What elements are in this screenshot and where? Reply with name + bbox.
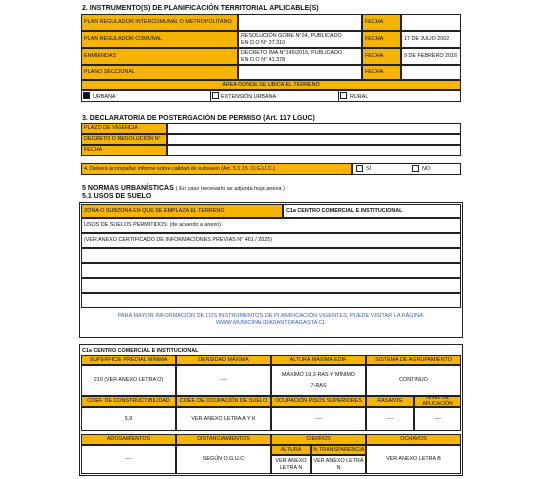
- section-3-heading: 3. DECLARATORIA DE POSTERGACIÓN DE PERMISO (Art. 117 LGUC): [82, 115, 315, 122]
- enmiendas-fecha: 9 DE FEBRERO 2016: [401, 48, 461, 65]
- plano-seccional-label: PLANO SECCIONAL: [81, 65, 238, 80]
- divider: [338, 90, 339, 102]
- cierros-transparencia-header: % TRANSPARENCIA: [311, 445, 366, 455]
- blank-row: [81, 293, 461, 308]
- plan-comunal-label: PLAN REGULADOR COMUNAL: [81, 31, 238, 48]
- fecha-label: FECHA: [362, 65, 401, 80]
- agrupamiento-value: CONTINUO: [366, 365, 461, 396]
- anexo-line: (VER ANEXO CERTIFICADO DE INFORMACIONES PREVIAS N° 461 / 2025): [81, 233, 461, 248]
- enmiendas-value: DECRETO IMA N°145/2016, PUBLICADO EN D.O N° 41.378: [238, 48, 362, 65]
- extension-urbana-checkbox[interactable]: [212, 92, 219, 99]
- pisos-superiores-value: ----: [271, 407, 366, 431]
- section-5-title: 5 NORMAS URBANÍSTICAS: [82, 185, 174, 192]
- nivel-aplicacion-header: NIVEL DE APLICACIÓN: [414, 396, 461, 407]
- section-2-heading: 2. INSTRUMENTO(S) DE PLANIFICACIÓN TERRITORIAL APLICABLE(S): [82, 5, 319, 12]
- adosamientos-value: ----: [124, 456, 133, 463]
- zona-label: ZONA O SUBZONA EN QUE SE EMPLAZA EL TERRENO: [81, 204, 283, 218]
- ocupacion-suelo-header: COEF. DE OCUPACIÓN DE SUELO: [176, 396, 271, 407]
- plano-seccional-fecha: [401, 65, 461, 80]
- fecha-s3-value: [167, 145, 461, 156]
- constructibilidad-value: 5,9: [81, 407, 176, 431]
- decreto-label: DECRETO O RESOLUCIÓN N°: [81, 134, 167, 145]
- agrupamiento-header: SISTEMA DE AGRUPAMIENTO: [366, 355, 461, 365]
- cierros-altura-value: VER ANEXO LETRA N: [271, 455, 311, 474]
- cierros-header: CIERROS: [271, 434, 366, 445]
- plan-comunal-fecha: 17 DE JULIO 2002: [401, 31, 461, 48]
- altura-value: MÁXIMO 19,2-RAS Y MÍNIMO 7-RAS: [271, 365, 366, 396]
- fecha-s3-label: FECHA: [81, 145, 167, 156]
- usos-permitidos-line: USOS DE SUELOS PERMITIDOS: (de acuerdo a anexo): [81, 218, 461, 233]
- rasante-value: ----: [366, 407, 414, 431]
- info-line: PARA MAYOR INFORMACIÓN DE LOS INSTRUMENTOS DE PLANIFICACIÓN VIGENTES, PUEDE VISITAR LA PÁGINA:: [117, 313, 425, 319]
- blank-row: [81, 278, 461, 293]
- si-label: SÍ: [366, 166, 372, 172]
- distanciamientos-header: DISTANCIAMIENTOS: [176, 434, 271, 445]
- urbana-checkbox[interactable]: [83, 92, 90, 99]
- zone-title: C1a CENTRO COMERCIAL E INSTITUCIONAL: [82, 348, 199, 354]
- si-checkbox[interactable]: [356, 165, 363, 172]
- decreto-value: [167, 134, 461, 145]
- plan-intercomunal-value: [238, 14, 362, 31]
- nivel-aplicacion-value: ----: [414, 407, 461, 431]
- subsuelo-label: 4. Deberá acompañar informe sobre calidad de subsuelo (Art. 5.1.15. O.G.U.C.): [81, 163, 352, 175]
- zona-value: C1a CENTRO COMERCIAL E INSTITUCIONAL: [283, 204, 461, 218]
- ochavos-value: VER ANEXO LETRA B: [386, 456, 441, 463]
- fecha-label: FECHA: [362, 31, 401, 48]
- distanciamientos-value: SEGÚN O.G.U.C: [202, 456, 245, 463]
- plano-seccional-value: [238, 65, 362, 80]
- cierros-transparencia-value: VER ANEXO LETRA N: [311, 455, 366, 474]
- urbana-label: URBANA: [93, 94, 116, 100]
- plan-intercomunal-label: PLAN REGULADOR INTERCOMUNAL O METROPOLITANO: [81, 14, 238, 31]
- altura-header: ALTURA MÁXIMA EDIF.: [271, 355, 366, 365]
- rural-checkbox[interactable]: [340, 92, 347, 99]
- divider: [210, 90, 211, 102]
- area-label: ÁREA DONDE SE UBICA EL TERRENO: [81, 80, 461, 90]
- enmiendas-label: ENMIENDAS: [81, 48, 238, 65]
- plazo-vigencia-label: PLAZO DE VIGENCIA: [81, 123, 167, 134]
- rural-label: RURAL: [350, 94, 369, 100]
- superficie-header: SUPERFICIE PREDIAL MÍNIMA: [81, 355, 176, 365]
- superficie-value: 210 (VER ANEXO LETRA O): [81, 365, 176, 396]
- pisos-superiores-header: OCUPACIÓN PISOS SUPERIORES: [271, 396, 366, 407]
- info-link[interactable]: WWW.MUNICIPALIDADANTOFAGASTA.CL: [215, 320, 327, 326]
- extension-urbana-label: EXTENSIÓN URBANA: [221, 94, 277, 100]
- section-5-heading: [82, 185, 285, 193]
- densidad-header: DENSIDAD MÁXIMA: [176, 355, 271, 365]
- adosamientos-header: ADOSAMIENTOS: [81, 434, 176, 445]
- no-label: NO: [422, 166, 431, 172]
- ocupacion-suelo-value: VER ANEXO LETRA A Y K: [176, 407, 271, 431]
- plazo-vigencia-value: [167, 123, 461, 134]
- section-5-note: ( En caso necesario se adjunta hoja anexa ): [175, 186, 285, 192]
- constructibilidad-header: COEF. DE CONSTRUCTIBILIDAD: [81, 396, 176, 407]
- plan-intercomunal-fecha: [401, 14, 461, 31]
- ochavos-header: OCHAVOS: [366, 434, 461, 445]
- cierros-altura-header: ALTURA: [271, 445, 311, 455]
- densidad-value: ----: [176, 365, 271, 396]
- blank-row: [81, 263, 461, 278]
- fecha-label: FECHA: [362, 14, 401, 31]
- blank-row: [81, 248, 461, 263]
- plan-comunal-value: RESOLUCIÓN GORE N°24, PUBLICADO EN D.O N° 37.310: [238, 31, 362, 48]
- section-5-1-heading: 5.1 USOS DE SUELO: [82, 193, 152, 200]
- no-checkbox[interactable]: [412, 165, 419, 172]
- rasante-header: RASANTE: [366, 396, 414, 407]
- fecha-label: FECHA: [362, 48, 401, 65]
